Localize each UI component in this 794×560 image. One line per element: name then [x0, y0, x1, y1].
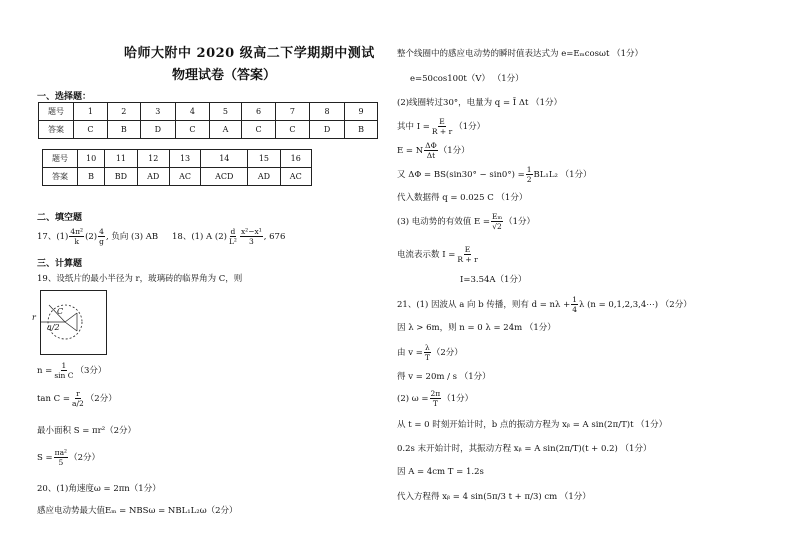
table-row	[43, 150, 312, 168]
right-line-11	[397, 295, 692, 314]
r6-num: 1	[526, 165, 532, 174]
table-cell: 12	[137, 150, 169, 168]
table-cell: D	[140, 121, 175, 139]
right-line-15	[397, 389, 473, 408]
right-line-8	[397, 212, 535, 231]
table-cell: 14	[201, 150, 248, 168]
right-line-10: I=3.54A（1分）	[460, 275, 527, 285]
r6-fraction	[526, 165, 533, 184]
eq-n-num: 1	[61, 361, 67, 370]
q18-frac1-den: L²	[228, 237, 237, 246]
r6-suffix: BL₁L₂ （1分）	[533, 170, 592, 180]
section-heading-calc: 三、计算题	[37, 259, 83, 269]
eq-tan-fraction	[71, 389, 85, 408]
q17-mid: (2)	[85, 232, 98, 242]
table-cell: 3	[140, 103, 175, 121]
table-cell: A	[209, 121, 241, 139]
r15-fraction	[430, 389, 442, 408]
right-line-5	[397, 141, 470, 160]
answer-table-2	[42, 149, 312, 186]
r5-prefix: E = N	[397, 146, 424, 156]
r11-den: 4	[572, 305, 578, 314]
q18-frac1-num: d	[230, 227, 236, 236]
right-line-4	[397, 117, 485, 136]
eq-s-den: 5	[58, 458, 64, 467]
table-cell: AC	[169, 168, 200, 186]
q20-omega: 20、(1)角速度ω = 2πn（1分）	[37, 484, 161, 494]
table-cell: 4	[175, 103, 209, 121]
section-heading-fill: 二、填空题	[37, 213, 83, 223]
eq-tan-num: r	[76, 389, 80, 398]
table-row	[39, 103, 378, 121]
table-cell: 1	[74, 103, 108, 121]
eq-n-fraction	[53, 361, 74, 380]
table-cell: 13	[169, 150, 200, 168]
figure-label-r: r	[32, 313, 36, 322]
answer-q18	[172, 227, 285, 246]
right-line-16: 从 t = 0 时刻开始计时，b 点的振动方程为 xᵦ = A sin(2π/T)t （1分）	[397, 420, 668, 430]
section-heading-choice: 一、选择题：	[37, 92, 92, 102]
r8-score: （1分）	[504, 217, 535, 227]
r4-fraction	[431, 117, 453, 136]
q18-suffix: , 676	[263, 232, 286, 242]
right-line-2: e=50cos100t（V） （1分）	[410, 74, 524, 84]
answer-q17	[37, 227, 158, 246]
q18-fraction-2	[240, 227, 263, 246]
eq-s-fraction	[54, 448, 68, 467]
r13-num: λ	[424, 343, 430, 352]
table-cell: C	[242, 121, 276, 139]
table-cell: ACD	[201, 168, 248, 186]
right-line-18: 因 A = 4cm T = 1.2s	[397, 467, 484, 477]
q17-fraction-1	[69, 227, 84, 246]
r6-prefix: 又 ΔΦ = BS(sin30° − sin0°) =	[397, 170, 525, 180]
q17-prefix: 17、(1)	[37, 232, 69, 242]
q17-frac1-den: k	[74, 237, 79, 246]
eq-n-den: sin C	[54, 371, 74, 380]
table-cell: 11	[105, 150, 137, 168]
q18-frac2-num: x²−x¹	[240, 227, 262, 236]
table-cell: 7	[275, 103, 309, 121]
table-cell: D	[309, 121, 344, 139]
eq-s	[37, 448, 100, 467]
r5-den: Δt	[426, 151, 436, 160]
figure-label-a2: a/2	[47, 323, 60, 332]
eq-s-score: （2分）	[69, 453, 100, 463]
table-cell: AD	[248, 168, 280, 186]
right-line-13	[397, 343, 463, 362]
table-cell: 答案	[39, 121, 74, 139]
eq-tan-score: （2分）	[85, 394, 117, 404]
glass-block-figure	[32, 290, 107, 355]
r4-score: （1分）	[454, 122, 486, 132]
eq-n	[37, 361, 106, 380]
min-area: 最小面积 S = πr²（2分）	[37, 426, 137, 436]
eq-s-lhs: S =	[37, 453, 53, 463]
table-cell: AC	[280, 168, 312, 186]
r13-score: （2分）	[431, 348, 463, 358]
q19-intro: 19、设纸片的最小半径为 r，玻璃砖的临界角为 C，则	[37, 274, 243, 284]
eq-tan-den: a/2	[72, 399, 84, 408]
q18-frac2-den: 3	[248, 237, 254, 246]
r5-num: ΔΦ	[425, 141, 437, 150]
r4-den: R + r	[431, 127, 453, 136]
r11-suffix: λ (n = 0,1,2,3,4⋯) （2分）	[579, 300, 692, 310]
r8-prefix: (3) 电动势的有效值 E =	[397, 217, 490, 227]
figure-label-c: C	[57, 307, 64, 316]
r15-score: （1分）	[442, 394, 474, 404]
r11-num: 1	[572, 295, 578, 304]
table-cell: 9	[345, 103, 378, 121]
table-cell: C	[175, 121, 209, 139]
table-cell: 16	[280, 150, 312, 168]
r8-fraction	[491, 212, 503, 231]
r15-prefix: (2) ω =	[397, 394, 429, 404]
eq-tan	[37, 389, 117, 408]
table-cell: BD	[105, 168, 137, 186]
table-cell: 8	[309, 103, 344, 121]
table-cell: C	[74, 121, 108, 139]
q17-frac1-num: 4π²	[70, 227, 84, 236]
r13-den: T	[424, 353, 430, 362]
table-cell: C	[275, 121, 309, 139]
eq-tan-lhs: tan C =	[37, 394, 70, 404]
q18-fraction-1	[228, 227, 238, 246]
table-cell: 15	[248, 150, 280, 168]
r11-prefix: 21、(1) 因波从 a 向 b 传播，则有 d = nλ +	[397, 300, 571, 310]
table-cell: AD	[137, 168, 169, 186]
r11-fraction	[571, 295, 578, 314]
right-line-6	[397, 165, 591, 184]
page-subtitle: 物理试卷（答案）	[172, 68, 277, 83]
right-line-14: 得 v = 20m / s （1分）	[397, 372, 491, 382]
r8-den: √2	[492, 222, 502, 231]
r6-den: 2	[526, 175, 532, 184]
table-cell: 题号	[39, 103, 74, 121]
r4-num: E	[439, 117, 445, 126]
table-cell: 6	[242, 103, 276, 121]
eq-s-num: πa²	[54, 448, 68, 457]
q17-suffix: , 负向 (3) AB	[105, 232, 159, 242]
r5-fraction	[424, 141, 438, 160]
r5-score: （1分）	[438, 146, 470, 156]
table-cell: B	[78, 168, 105, 186]
r9-prefix: 电流表示数 I =	[397, 250, 456, 260]
eq-n-score: （3分）	[75, 366, 107, 376]
right-line-17: 0.2s 末开始计时，其振动方程 xᵦ = A sin(2π/T)(t + 0.2) （1分）	[397, 444, 652, 454]
r13-prefix: 由 v =	[397, 348, 423, 358]
right-line-1: 整个线圈中的感应电动势的瞬时值表达式为 e=Eₘcosωt （1分）	[397, 49, 643, 59]
r8-num: Eₘ	[491, 212, 503, 221]
q17-frac2-den: g	[99, 237, 104, 246]
table-cell: B	[107, 121, 140, 139]
table-cell: 10	[78, 150, 105, 168]
q17-frac2-num: 4	[99, 227, 104, 236]
table-cell: 5	[209, 103, 241, 121]
r9-den: R + r	[457, 255, 478, 264]
right-line-3: (2)线圈转过30°，电量为 q = Ī Δt （1分）	[397, 98, 562, 108]
right-line-12: 因 λ > 6m，则 n = 0 λ = 24m （1分）	[397, 323, 556, 333]
right-line-9	[397, 245, 480, 264]
table-cell: 答案	[43, 168, 78, 186]
table-cell: 2	[107, 103, 140, 121]
r9-num: E	[464, 245, 471, 254]
table-cell: 题号	[43, 150, 78, 168]
r13-fraction	[424, 343, 431, 362]
table-cell: B	[345, 121, 378, 139]
r15-num: 2π	[430, 389, 441, 398]
right-line-19: 代入方程得 xᵦ = 4 sin(5π/3 t + π/3) cm （1分）	[397, 492, 591, 502]
q20-emf-max: 感应电动势最大值Eₘ = NBSω = NBL₁L₂ω（2分）	[37, 506, 238, 516]
q17-fraction-2	[98, 227, 105, 246]
r4-prefix: 其中 I =	[397, 122, 430, 132]
r15-den: T	[432, 399, 438, 408]
page-title: 哈师大附中 2020 级高二下学期期中测试	[124, 46, 375, 61]
answer-table-1	[38, 102, 378, 139]
right-line-7: 代入数据得 q = 0.025 C （1分）	[397, 193, 528, 203]
eq-n-lhs: n =	[37, 366, 53, 376]
table-row	[43, 168, 312, 186]
q18-prefix: 18、(1) A (2)	[172, 232, 227, 242]
r9-fraction	[456, 245, 478, 264]
table-row	[39, 121, 378, 139]
